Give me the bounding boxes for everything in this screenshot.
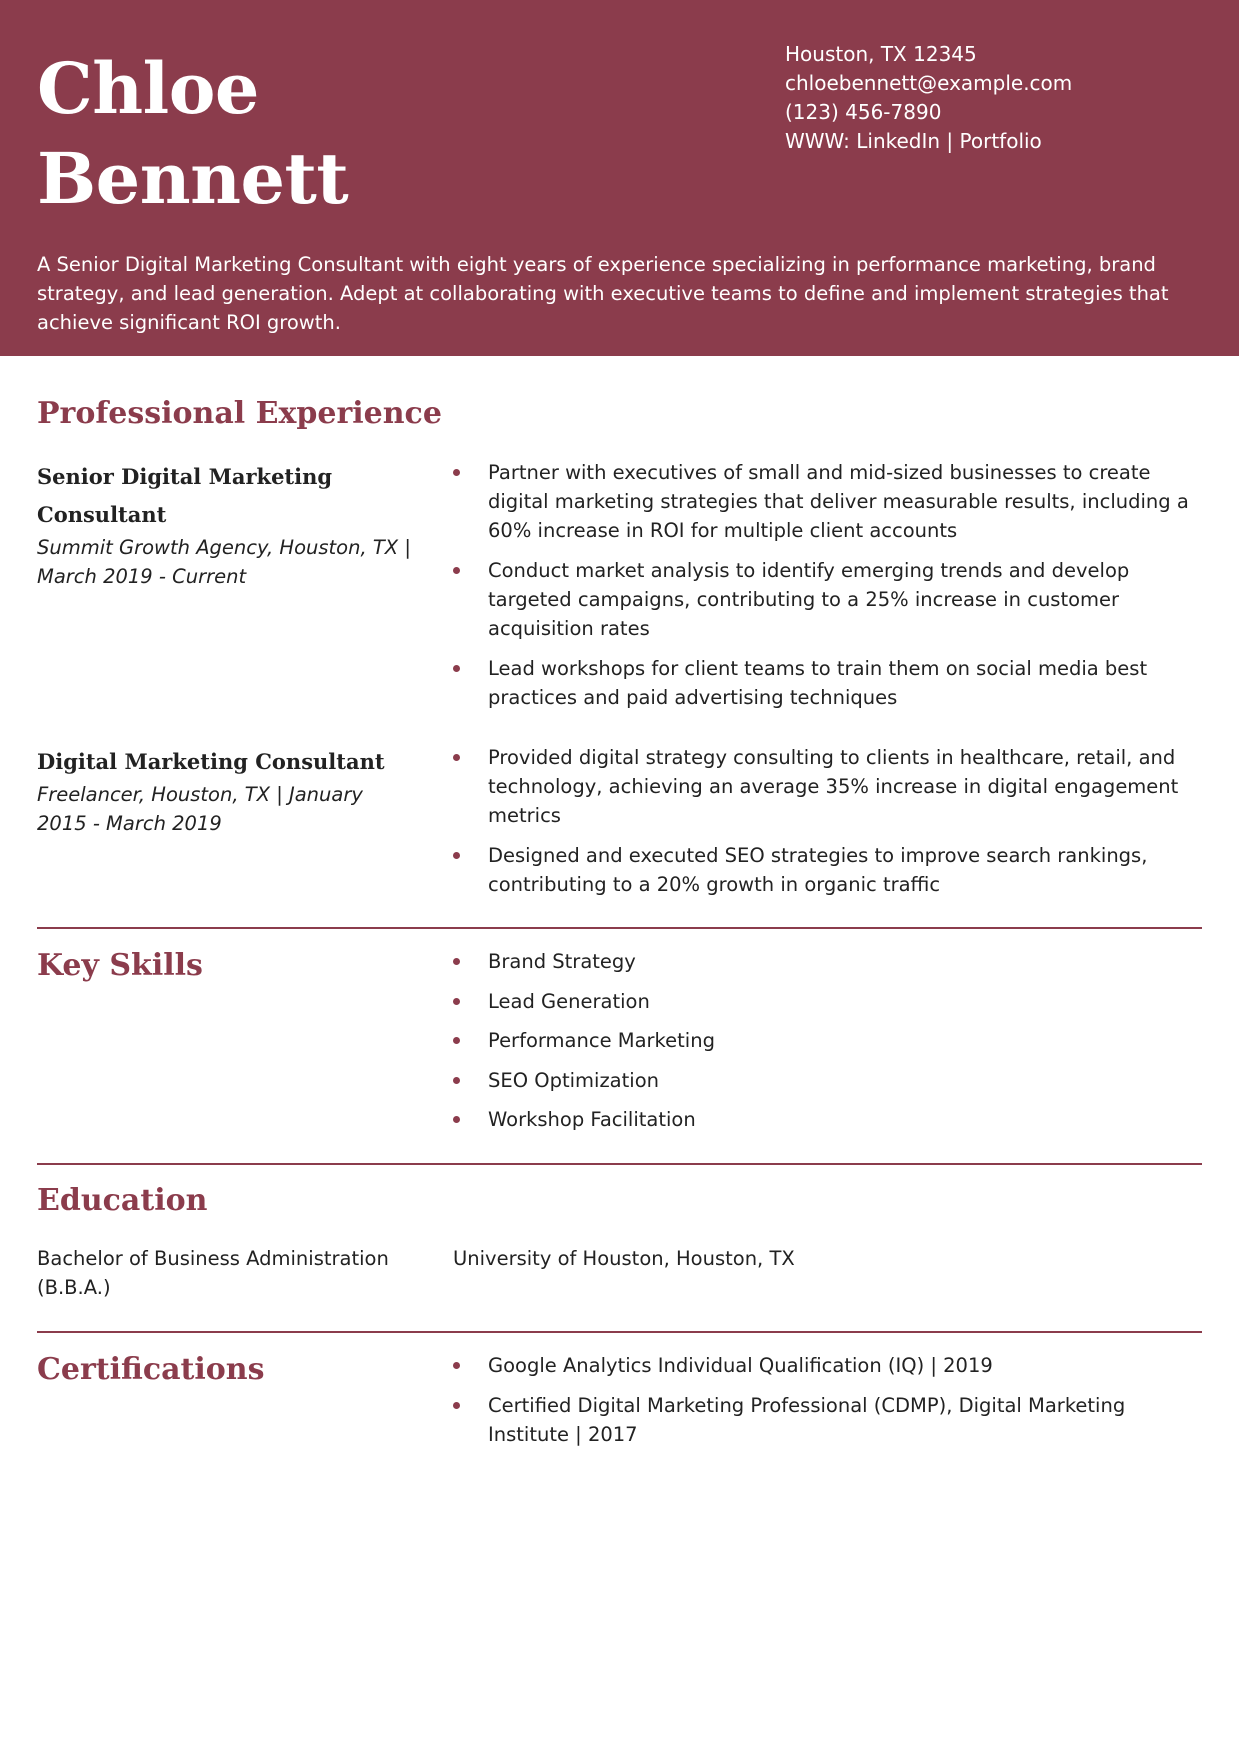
certification-text: Certified Digital Marketing Professional (CDMP), Digital Marketing Institute | 2017: [488, 1393, 1126, 1446]
bullet-icon: [453, 1402, 460, 1409]
section-title-skills: Key Skills: [37, 948, 203, 983]
job-meta: Freelancer, Houston, TX | January 2015 - March 2019: [37, 783, 363, 835]
list-item: [453, 1105, 1203, 1134]
certifications-list: [453, 1351, 1203, 1449]
contact-location: Houston, TX 12345: [785, 42, 977, 66]
candidate-name: [37, 44, 348, 224]
education-degree: Bachelor of Business Administration (B.B.A.): [37, 1247, 389, 1299]
list-item: [453, 1026, 1203, 1055]
section-divider: [37, 927, 1202, 929]
skill-text: Brand Strategy: [488, 950, 636, 973]
section-title-certifications: Certifications: [37, 1352, 265, 1387]
bullet-icon: [453, 1362, 460, 1369]
skill-text: Performance Marketing: [488, 1029, 715, 1052]
professional-summary: A Senior Digital Marketing Consultant with eight years of experience specializing in performance marketing, brand strategy, and lead generation. Adept at collaborating with executive teams to define and implement strategies that achieve significant ROI growth.: [37, 253, 1169, 334]
list-item: [453, 987, 1203, 1016]
bullet-icon: [453, 1077, 460, 1084]
bullet-icon: [453, 852, 460, 859]
resume-header: [0, 0, 1239, 356]
section-title-education: Education: [37, 1183, 208, 1218]
list-item: [453, 743, 1203, 830]
job-bullets: [453, 458, 1203, 712]
skills-list: [453, 947, 1203, 1134]
bullet-text: Conduct market analysis to identify emerging trends and develop targeted campaigns, contributing to a 25% increase in customer acquisition rates: [488, 559, 1130, 640]
last-name: Bennett: [37, 137, 349, 220]
section-divider: [37, 1163, 1202, 1165]
bullet-icon: [453, 998, 460, 1005]
list-item: [453, 1066, 1203, 1095]
bullet-text: Designed and executed SEO strategies to improve search rankings, contributing to a 20% growth in organic traffic: [488, 844, 1148, 896]
education-school: University of Houston, Houston, TX: [453, 1247, 795, 1270]
first-name: Chloe: [37, 47, 259, 130]
bullet-icon: [453, 469, 460, 476]
list-item: [453, 556, 1203, 643]
skill-text: SEO Optimization: [488, 1068, 659, 1092]
skill-text: Lead Generation: [488, 989, 650, 1013]
contact-info: [785, 40, 1072, 156]
bullet-icon: [453, 754, 460, 761]
skill-text: Workshop Facilitation: [488, 1108, 696, 1131]
bullet-text: Provided digital strategy consulting to clients in healthcare, retail, and technology, achieving an average 35% increase in digital engagement metrics: [488, 746, 1179, 827]
contact-web-links: WWW: LinkedIn | Portfolio: [785, 129, 1042, 153]
section-divider: [37, 1331, 1202, 1333]
list-item: [453, 947, 1203, 976]
job-title: Senior Digital Marketing Consultant: [37, 464, 333, 527]
job-bullets: [453, 743, 1203, 899]
bullet-text: Lead workshops for client teams to train them on social media best practices and paid advertising techniques: [488, 657, 1148, 709]
list-item: [453, 1391, 1203, 1449]
bullet-icon: [453, 958, 460, 965]
list-item: [453, 841, 1203, 899]
list-item: [453, 654, 1203, 712]
list-item: [453, 1351, 1203, 1380]
bullet-icon: [453, 665, 460, 672]
job-meta: Summit Growth Agency, Houston, TX | March 2019 - Current: [37, 536, 411, 588]
list-item: [453, 458, 1203, 545]
bullet-icon: [453, 567, 460, 574]
job-title: Digital Marketing Consultant: [37, 749, 385, 774]
certification-text: Google Analytics Individual Qualification (IQ) | 2019: [488, 1354, 993, 1377]
section-title-experience: Professional Experience: [37, 396, 442, 431]
contact-phone: (123) 456-7890: [785, 100, 942, 124]
bullet-text: Partner with executives of small and mid-sized businesses to create digital marketing strategies that deliver measurable results, including a 60% increase in ROI for multiple client accounts: [488, 461, 1189, 542]
bullet-icon: [453, 1116, 460, 1123]
contact-email: chloebennett@example.com: [785, 71, 1073, 95]
bullet-icon: [453, 1037, 460, 1044]
